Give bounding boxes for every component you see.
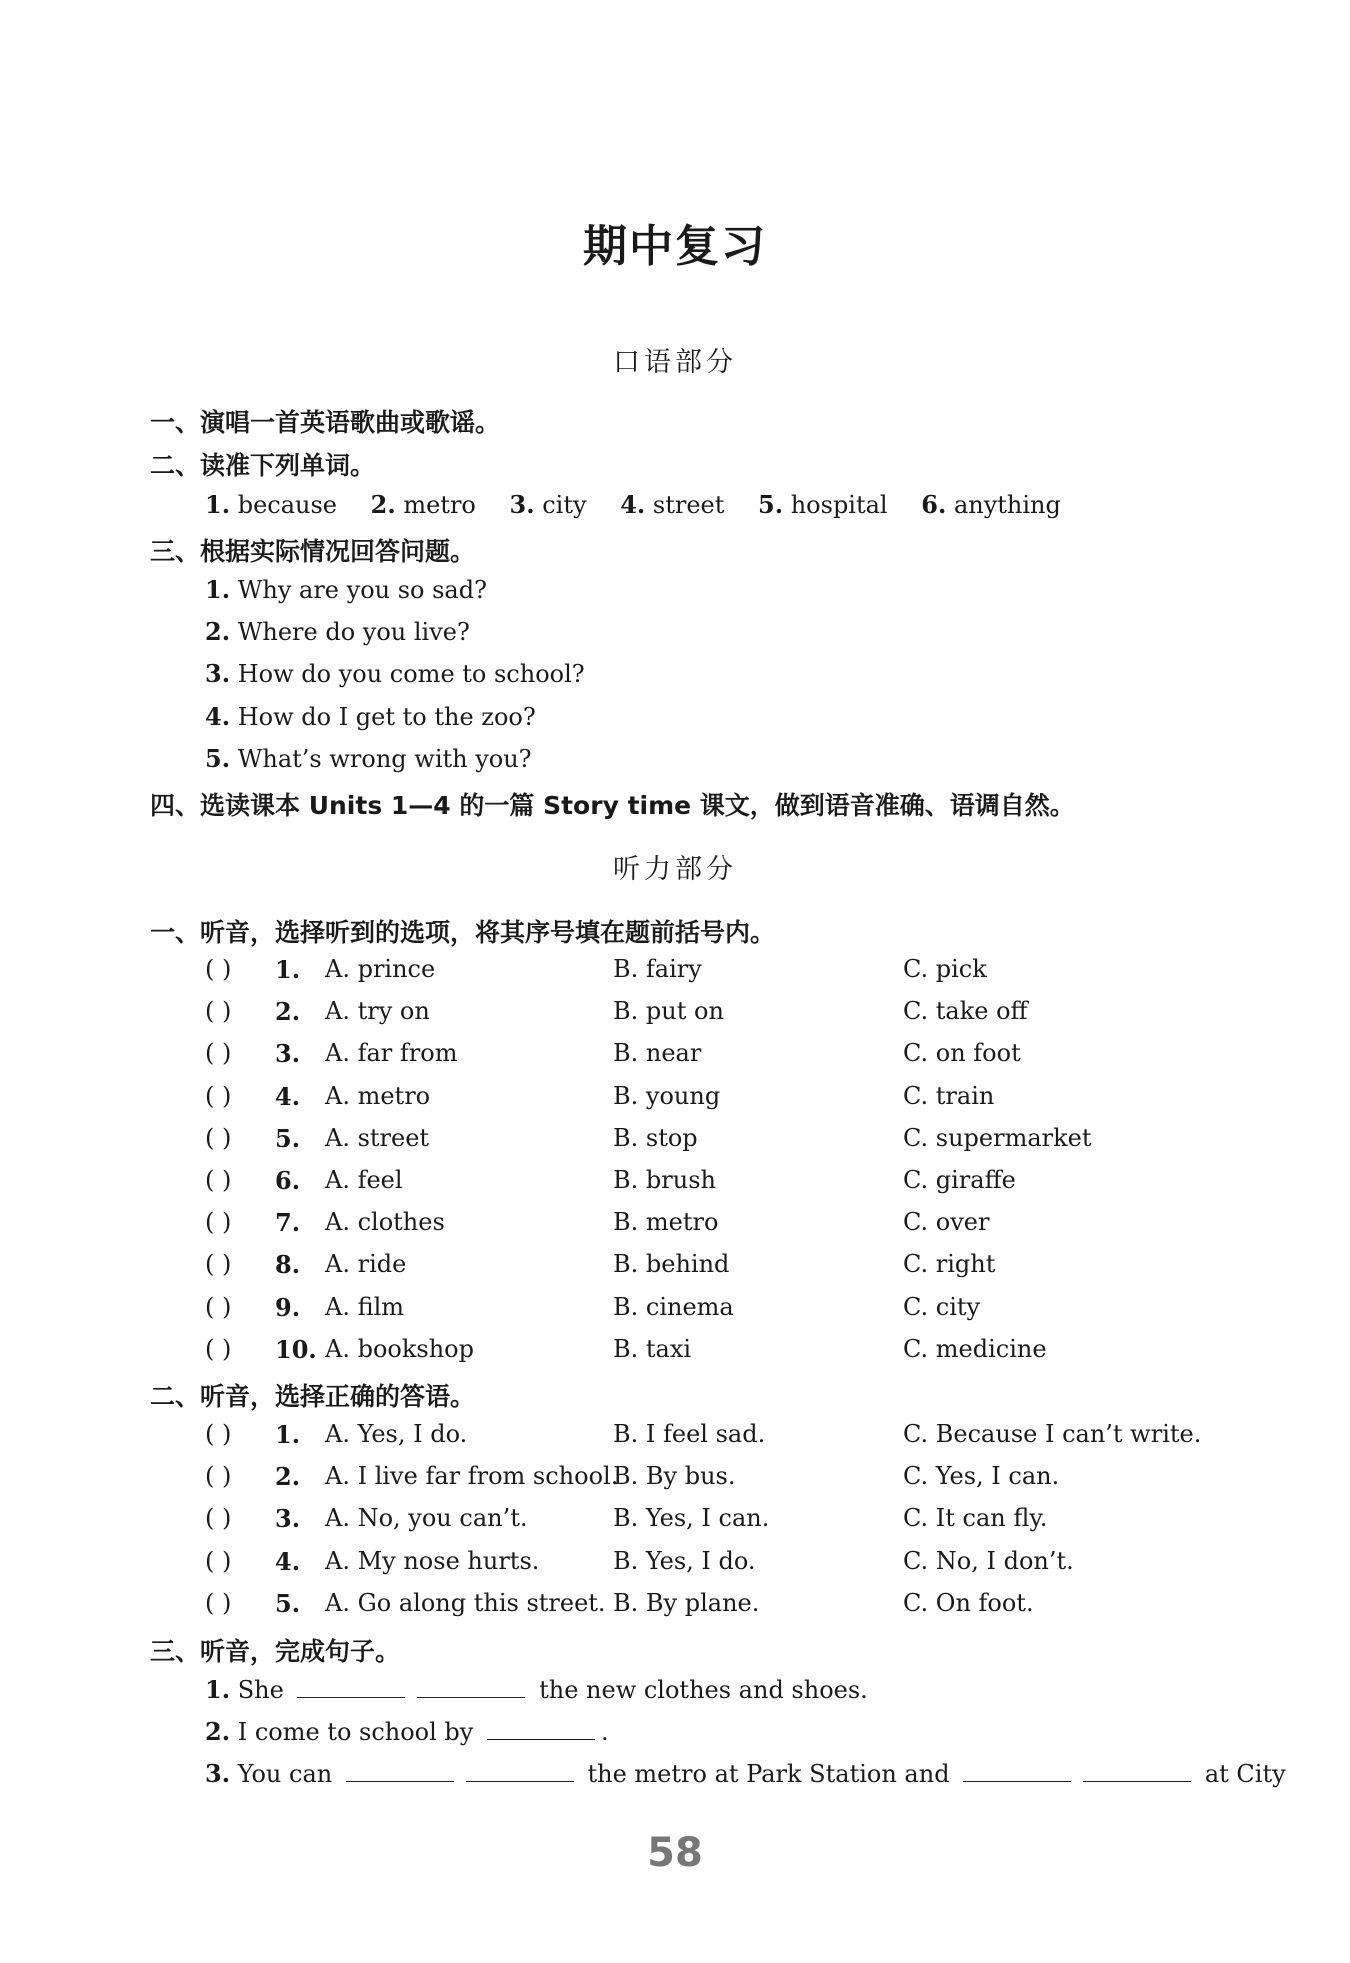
option-c: C. Because I can’t write. bbox=[903, 1420, 1202, 1448]
item-number: 7. bbox=[275, 1208, 301, 1238]
answer-bracket[interactable]: ( ) bbox=[205, 1039, 232, 1068]
fill-sentence: 1. She the new clothes and shoes. bbox=[205, 1675, 868, 1704]
option-a: A. street bbox=[325, 1123, 430, 1152]
option-c: C. on foot bbox=[903, 1039, 1021, 1068]
answer-blank[interactable] bbox=[963, 1761, 1071, 1782]
answer-bracket[interactable]: ( ) bbox=[205, 1208, 232, 1237]
answer-bracket[interactable]: ( ) bbox=[205, 955, 232, 983]
choice-row bbox=[205, 1504, 1305, 1544]
choice-row bbox=[205, 1335, 1305, 1375]
option-b: B. Yes, I can. bbox=[613, 1504, 770, 1533]
item-number: 2. bbox=[275, 1462, 301, 1492]
word-item: 3. city bbox=[509, 490, 587, 519]
item-number: 1. bbox=[275, 955, 301, 984]
option-b: B. young bbox=[613, 1081, 721, 1110]
item-number: 4. bbox=[275, 1081, 301, 1111]
answer-bracket[interactable]: ( ) bbox=[205, 1462, 232, 1491]
option-b: B. I feel sad. bbox=[613, 1420, 766, 1448]
item-number: 8. bbox=[275, 1250, 301, 1280]
option-b: B. behind bbox=[613, 1250, 730, 1279]
choice-row bbox=[205, 1082, 1305, 1122]
item-number: 4. bbox=[275, 1546, 301, 1576]
word-item: 6. anything bbox=[921, 490, 1061, 519]
option-a: A. bookshop bbox=[325, 1334, 474, 1363]
answer-bracket[interactable]: ( ) bbox=[205, 1334, 232, 1363]
option-a: A. I live far from school. bbox=[325, 1462, 619, 1491]
answer-bracket[interactable]: ( ) bbox=[205, 1250, 232, 1279]
option-a: A. far from bbox=[325, 1039, 458, 1068]
option-a: A. metro bbox=[325, 1081, 431, 1110]
answer-bracket[interactable]: ( ) bbox=[205, 1504, 232, 1533]
option-b: B. brush bbox=[613, 1166, 716, 1194]
item-number: 5. bbox=[275, 1123, 301, 1153]
choice-row bbox=[205, 1420, 1305, 1460]
option-a: A. Yes, I do. bbox=[325, 1420, 468, 1448]
choice-row bbox=[205, 1250, 1305, 1290]
question-item: 1. Why are you so sad? bbox=[205, 575, 487, 604]
option-c: C. city bbox=[903, 1292, 981, 1321]
question-item: 2. Where do you live? bbox=[205, 617, 470, 646]
listening-s2-heading: 二、听音，选择正确的答语。 bbox=[150, 1382, 476, 1411]
item-number: 10. bbox=[275, 1334, 317, 1364]
choice-row bbox=[205, 1547, 1305, 1587]
answer-bracket[interactable]: ( ) bbox=[205, 997, 232, 1026]
option-b: B. metro bbox=[613, 1208, 719, 1237]
word-item: 4. street bbox=[620, 490, 725, 519]
word-list bbox=[205, 490, 1087, 519]
option-c: C. pick bbox=[903, 955, 987, 983]
item-number: 2. bbox=[275, 997, 301, 1027]
page-number: 58 bbox=[647, 1830, 703, 1876]
option-a: A. feel bbox=[325, 1166, 403, 1194]
answer-bracket[interactable]: ( ) bbox=[205, 1546, 232, 1575]
option-a: A. No, you can’t. bbox=[325, 1504, 528, 1533]
choice-row bbox=[205, 1462, 1305, 1502]
word-item: 1. because bbox=[205, 490, 337, 519]
fill-sentence: 3. You can the metro at Park Station and at City bbox=[205, 1759, 1286, 1788]
answer-blank[interactable] bbox=[417, 1677, 525, 1698]
option-b: B. Yes, I do. bbox=[613, 1546, 756, 1575]
answer-blank[interactable] bbox=[1083, 1761, 1191, 1782]
option-c: C. It can fly. bbox=[903, 1504, 1048, 1533]
word-item: 5. hospital bbox=[758, 490, 888, 519]
answer-bracket[interactable]: ( ) bbox=[205, 1292, 232, 1321]
answer-blank[interactable] bbox=[487, 1719, 595, 1740]
option-b: B. put on bbox=[613, 997, 724, 1026]
answer-bracket[interactable]: ( ) bbox=[205, 1420, 232, 1448]
oral-q1-heading: 一、演唱一首英语歌曲或歌谣。 bbox=[150, 408, 501, 437]
question-item: 4. How do I get to the zoo? bbox=[205, 702, 536, 731]
item-number: 6. bbox=[275, 1166, 301, 1195]
option-b: B. By bus. bbox=[613, 1462, 736, 1491]
option-c: C. No, I don’t. bbox=[903, 1546, 1074, 1575]
option-a: A. Go along this street. bbox=[325, 1588, 606, 1617]
choice-row bbox=[205, 1166, 1305, 1206]
fill-sentence: 2. I come to school by . bbox=[205, 1717, 609, 1746]
answer-bracket[interactable]: ( ) bbox=[205, 1081, 232, 1110]
item-number: 1. bbox=[275, 1420, 301, 1449]
option-b: B. near bbox=[613, 1039, 702, 1068]
listening-section-label: 听力部分 bbox=[613, 854, 737, 885]
option-a: A. clothes bbox=[325, 1208, 445, 1237]
question-item: 5. What’s wrong with you? bbox=[205, 744, 532, 773]
choice-row bbox=[205, 1039, 1305, 1079]
listening-s3-heading: 三、听音，完成句子。 bbox=[150, 1637, 401, 1666]
item-number: 9. bbox=[275, 1292, 301, 1322]
option-c: C. right bbox=[903, 1250, 996, 1279]
choice-row bbox=[205, 1589, 1305, 1629]
answer-blank[interactable] bbox=[466, 1761, 574, 1782]
option-c: C. giraffe bbox=[903, 1166, 1016, 1194]
option-c: C. train bbox=[903, 1081, 995, 1110]
option-c: C. Yes, I can. bbox=[903, 1462, 1060, 1491]
answer-bracket[interactable]: ( ) bbox=[205, 1123, 232, 1152]
oral-q2-heading: 二、读准下列单词。 bbox=[150, 451, 376, 480]
answer-blank[interactable] bbox=[346, 1761, 454, 1782]
option-c: C. On foot. bbox=[903, 1588, 1034, 1617]
option-b: B. fairy bbox=[613, 955, 702, 983]
choice-row bbox=[205, 1124, 1305, 1164]
option-b: B. By plane. bbox=[613, 1588, 760, 1617]
oral-section-label: 口语部分 bbox=[613, 347, 737, 378]
item-number: 5. bbox=[275, 1588, 301, 1618]
option-c: C. take off bbox=[903, 997, 1028, 1026]
answer-blank[interactable] bbox=[297, 1677, 405, 1698]
page-title: 期中复习 bbox=[583, 221, 767, 272]
option-b: B. cinema bbox=[613, 1292, 734, 1321]
oral-q3-heading: 三、根据实际情况回答问题。 bbox=[150, 537, 476, 566]
choice-row bbox=[205, 1293, 1305, 1333]
choice-row bbox=[205, 997, 1305, 1037]
listening-s1-heading: 一、听音，选择听到的选项，将其序号填在题前括号内。 bbox=[150, 918, 776, 947]
word-item: 2. metro bbox=[370, 490, 476, 519]
oral-q4-heading: 四、选读课本 Units 1—4 的一篇 Story time 课文，做到语音准确、语调自然。 bbox=[150, 791, 1075, 820]
option-a: A. My nose hurts. bbox=[325, 1546, 540, 1575]
item-number: 3. bbox=[275, 1504, 301, 1534]
option-c: C. supermarket bbox=[903, 1123, 1092, 1152]
item-number: 3. bbox=[275, 1039, 301, 1069]
option-b: B. taxi bbox=[613, 1334, 692, 1363]
option-b: B. stop bbox=[613, 1123, 698, 1152]
option-c: C. over bbox=[903, 1208, 990, 1237]
option-c: C. medicine bbox=[903, 1334, 1047, 1363]
choice-row bbox=[205, 955, 1305, 995]
choice-row bbox=[205, 1208, 1305, 1248]
question-item: 3. How do you come to school? bbox=[205, 659, 585, 688]
answer-bracket[interactable]: ( ) bbox=[205, 1166, 232, 1194]
option-a: A. ride bbox=[325, 1250, 407, 1279]
option-a: A. film bbox=[325, 1292, 405, 1321]
answer-bracket[interactable]: ( ) bbox=[205, 1588, 232, 1617]
option-a: A. prince bbox=[325, 955, 436, 983]
option-a: A. try on bbox=[325, 997, 430, 1026]
